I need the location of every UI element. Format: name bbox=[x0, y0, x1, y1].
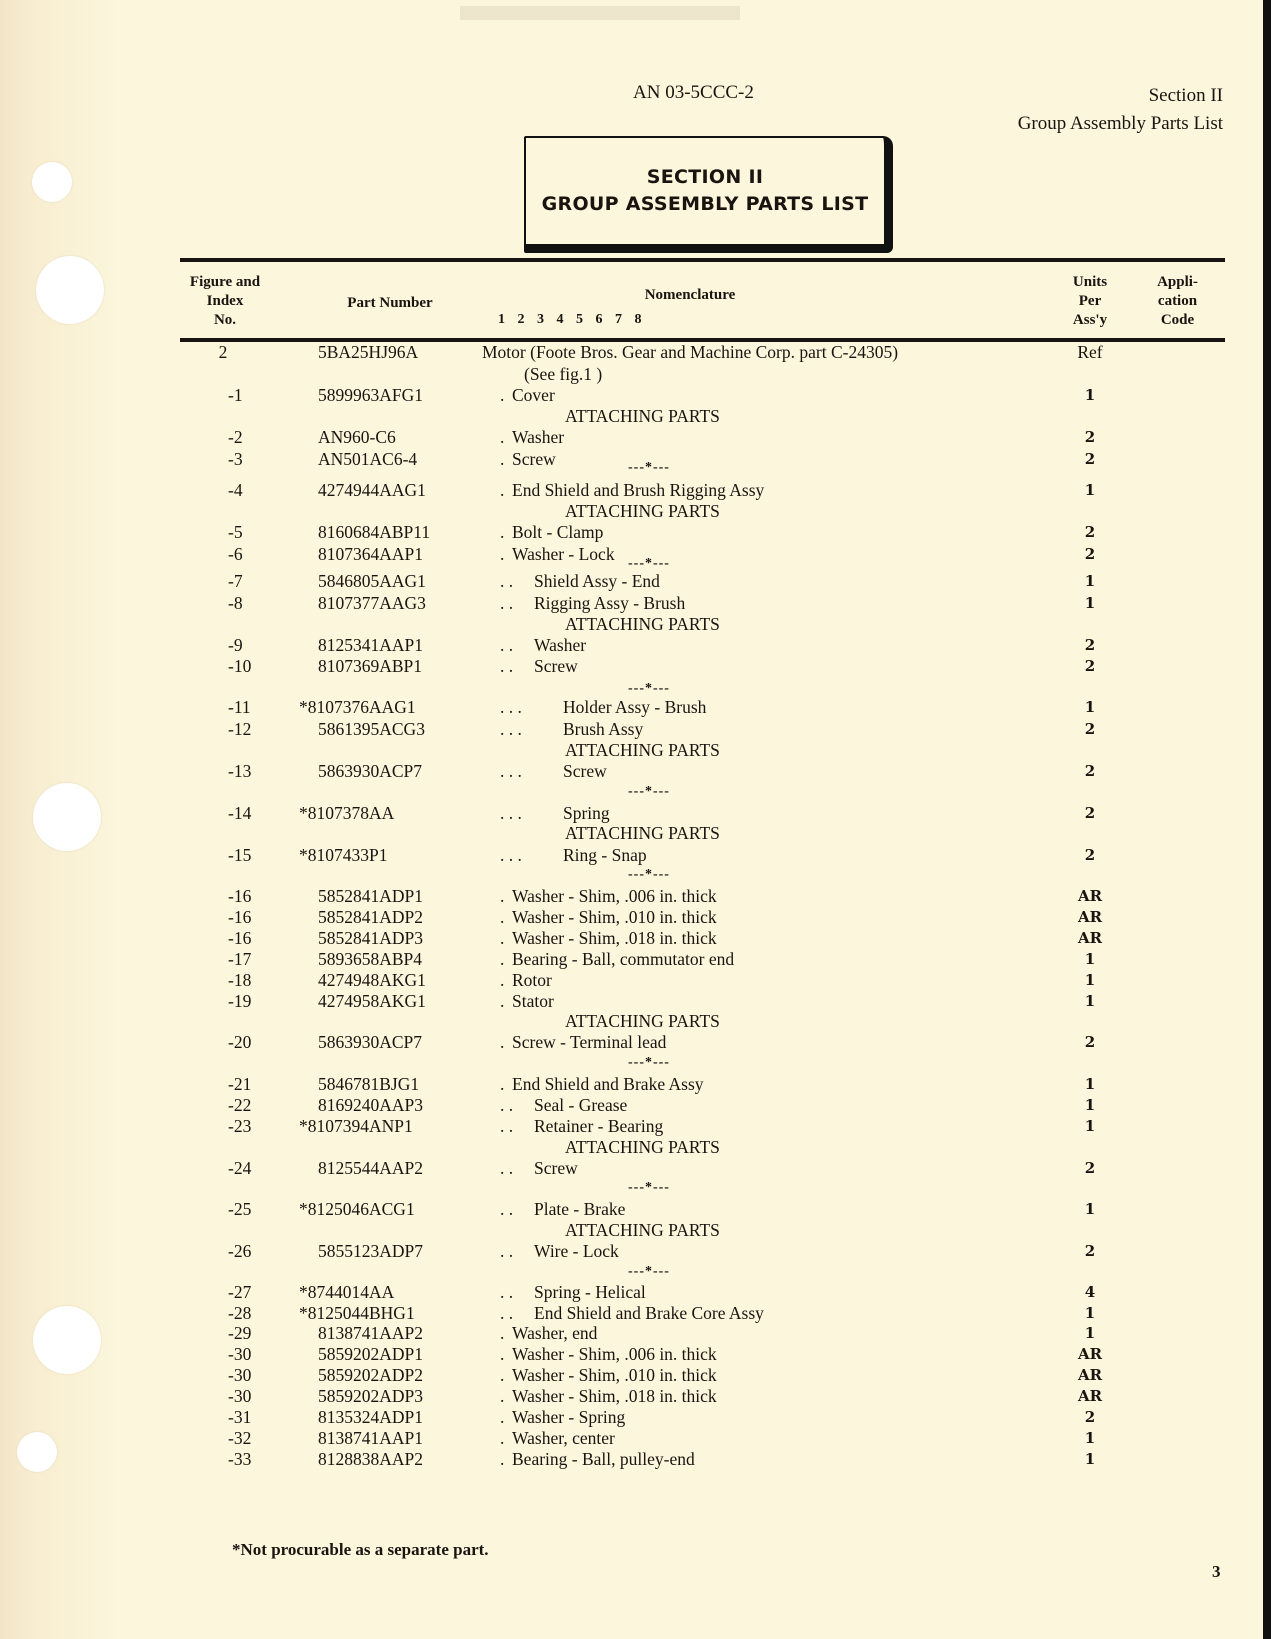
units-per-assy-cell: 1 bbox=[1084, 971, 1096, 989]
units-per-assy-cell: 1 bbox=[1084, 1117, 1096, 1135]
table-row bbox=[0, 1448, 1271, 1470]
nomenclature-cell: Stator bbox=[512, 991, 554, 1011]
nomenclature-cell: Brush Assy bbox=[563, 719, 644, 739]
units-per-assy-cell: 1 bbox=[1084, 1200, 1096, 1218]
part-number-cell: 5852841ADP2 bbox=[318, 907, 424, 927]
part-number-cell: 5846805AAG1 bbox=[318, 571, 426, 591]
indent-dots: . bbox=[500, 949, 505, 969]
figure-index-cell: -25 bbox=[228, 1199, 252, 1219]
page-number: 3 bbox=[1212, 1562, 1221, 1581]
part-number-cell: 8135324ADP1 bbox=[318, 1407, 424, 1427]
figure-index-cell: -14 bbox=[228, 803, 252, 823]
indent-dots: . . bbox=[500, 1116, 514, 1136]
indent-dots: . bbox=[500, 991, 505, 1011]
units-per-assy-cell: 2 bbox=[1084, 1408, 1096, 1426]
part-number-cell: 8128838AAP2 bbox=[318, 1449, 424, 1469]
table-row bbox=[0, 718, 1271, 740]
part-number-cell: 5BA25HJ96A bbox=[318, 342, 419, 362]
indent-dots: . bbox=[500, 1032, 505, 1052]
table-row bbox=[0, 384, 1271, 406]
figure-index-cell: -16 bbox=[228, 928, 252, 948]
nomenclature-cell: Washer bbox=[512, 427, 565, 447]
part-number-cell: 8107377AAG3 bbox=[318, 593, 426, 613]
indent-dots: . bbox=[500, 1407, 505, 1427]
indent-dots: . bbox=[500, 449, 505, 469]
indent-dots: . . . bbox=[500, 803, 522, 823]
figure-index-cell: -30 bbox=[228, 1344, 252, 1364]
nomenclature-cell: Cover bbox=[512, 385, 555, 405]
part-number-cell: *8107433P1 bbox=[299, 845, 388, 865]
indent-dots: . bbox=[500, 480, 505, 500]
units-per-assy-cell: 2 bbox=[1084, 720, 1096, 738]
indent-dots: . bbox=[500, 886, 505, 906]
nomenclature-cell: Washer, end bbox=[512, 1323, 598, 1343]
figure-index-cell: -28 bbox=[228, 1303, 252, 1323]
units-per-assy-cell: 2 bbox=[1084, 1159, 1096, 1177]
nomenclature-cell: Bearing - Ball, pulley-end bbox=[512, 1449, 695, 1469]
section-label: Section II bbox=[1148, 85, 1223, 106]
nomenclature-cell: Washer - Shim, .006 in. thick bbox=[512, 886, 717, 906]
table-row bbox=[0, 1406, 1271, 1428]
units-per-assy-cell: 1 bbox=[1084, 1429, 1096, 1447]
units-per-assy-cell: 2 bbox=[1084, 450, 1096, 468]
figure-index-cell: -18 bbox=[228, 970, 252, 990]
nomenclature-cell: Washer - Shim, .006 in. thick bbox=[512, 1344, 717, 1364]
part-number-cell: 4274958AKG1 bbox=[318, 991, 426, 1011]
figure-index-cell: -22 bbox=[228, 1095, 252, 1115]
running-header bbox=[1018, 82, 1223, 138]
column-header-figure-index: Figure and Index No. bbox=[189, 274, 261, 328]
indent-dots: . . bbox=[500, 1095, 514, 1115]
units-per-assy-cell: 2 bbox=[1084, 846, 1096, 864]
indent-dots: . . bbox=[500, 1282, 514, 1302]
column-header-application-code: Appli- cation Code bbox=[1157, 274, 1198, 328]
indent-dots: . . bbox=[500, 571, 514, 591]
nomenclature-cell: Screw bbox=[563, 761, 607, 781]
nomenclature-cell: Screw bbox=[534, 1158, 578, 1178]
units-per-assy-cell: 2 bbox=[1084, 523, 1096, 541]
part-number-cell: *8125044BHG1 bbox=[299, 1303, 415, 1323]
table-row bbox=[0, 1157, 1271, 1179]
part-number-cell: 5846781BJG1 bbox=[318, 1074, 420, 1094]
nomenclature-cell: Washer - Spring bbox=[512, 1407, 626, 1427]
figure-index-cell: -11 bbox=[228, 697, 251, 717]
figure-index-cell: -32 bbox=[228, 1428, 252, 1448]
part-number-cell: *8744014AA bbox=[299, 1282, 395, 1302]
part-number-cell: 5863930ACP7 bbox=[318, 1032, 423, 1052]
nomenclature-indent-levels: 1 2 3 4 5 6 7 8 bbox=[498, 312, 642, 327]
table-row bbox=[0, 969, 1271, 991]
figure-index-cell: -26 bbox=[228, 1241, 252, 1261]
table-row bbox=[0, 448, 1271, 470]
table-row bbox=[0, 1427, 1271, 1449]
units-per-assy-cell: 1 bbox=[1084, 1304, 1096, 1322]
units-per-assy-cell: AR bbox=[1077, 908, 1103, 926]
indent-dots: . bbox=[500, 907, 505, 927]
figure-index-cell: -31 bbox=[228, 1407, 252, 1427]
nomenclature-cell: Seal - Grease bbox=[534, 1095, 628, 1115]
table-row bbox=[0, 543, 1271, 565]
units-per-assy-cell: 2 bbox=[1084, 804, 1096, 822]
nomenclature-cell: Washer - Shim, .018 in. thick bbox=[512, 1386, 717, 1406]
indent-dots: . . . bbox=[500, 697, 522, 717]
figure-index-cell: -24 bbox=[228, 1158, 252, 1178]
units-per-assy-cell: 2 bbox=[1084, 636, 1096, 654]
figure-index-cell: -17 bbox=[228, 949, 252, 969]
part-number-cell: 4274944AAG1 bbox=[318, 480, 426, 500]
indent-dots: . bbox=[500, 544, 505, 564]
part-number-cell: 5859202ADP2 bbox=[318, 1365, 424, 1385]
units-per-assy-cell: AR bbox=[1077, 929, 1103, 947]
units-per-assy-cell: 1 bbox=[1084, 1096, 1096, 1114]
nomenclature-cell: End Shield and Brush Rigging Assy bbox=[512, 480, 765, 500]
nomenclature-cell: Washer - Shim, .018 in. thick bbox=[512, 928, 717, 948]
column-header-nomenclature: Nomenclature bbox=[644, 287, 736, 303]
binder-hole bbox=[36, 256, 104, 324]
nomenclature-cell: End Shield and Brake Core Assy bbox=[534, 1303, 764, 1323]
indent-dots: . . . bbox=[500, 761, 522, 781]
table-row bbox=[0, 655, 1271, 677]
figure-index-cell: -8 bbox=[228, 593, 243, 613]
figure-index-cell: 2 bbox=[218, 342, 228, 362]
indent-dots: . bbox=[500, 1449, 505, 1469]
indent-dots: . bbox=[500, 1386, 505, 1406]
indent-dots: . bbox=[500, 427, 505, 447]
column-header-units: Units Per Ass'y bbox=[1072, 274, 1108, 328]
nomenclature-cell: Bearing - Ball, commutator end bbox=[512, 949, 735, 969]
figure-index-cell: -30 bbox=[228, 1386, 252, 1406]
table-row bbox=[0, 906, 1271, 928]
units-per-assy-cell: AR bbox=[1077, 887, 1103, 905]
table-row bbox=[0, 521, 1271, 543]
indent-dots: . . bbox=[500, 656, 514, 676]
part-number-cell: 8125341AAP1 bbox=[318, 635, 424, 655]
figure-index-cell: -4 bbox=[228, 480, 243, 500]
indent-dots: . . bbox=[500, 635, 514, 655]
table-row bbox=[0, 426, 1271, 448]
nomenclature-cell: Spring - Helical bbox=[534, 1282, 646, 1302]
indent-dots: . . . bbox=[500, 845, 522, 865]
indent-dots: . bbox=[500, 1344, 505, 1364]
indent-dots: . bbox=[500, 385, 505, 405]
units-per-assy-cell: 2 bbox=[1084, 1033, 1096, 1051]
indent-dots: . bbox=[500, 928, 505, 948]
nomenclature-cell: Spring bbox=[563, 803, 610, 823]
indent-dots: . bbox=[500, 1074, 505, 1094]
indent-dots: . . bbox=[500, 1303, 514, 1323]
section-title-box bbox=[524, 136, 893, 253]
table-row bbox=[0, 479, 1271, 501]
nomenclature-cell: Screw bbox=[512, 449, 556, 469]
nomenclature-cell: Washer - Shim, .010 in. thick bbox=[512, 907, 717, 927]
nomenclature-cell: Holder Assy - Brush bbox=[563, 697, 707, 717]
table-row bbox=[0, 1240, 1271, 1262]
figure-index-cell: -10 bbox=[228, 656, 252, 676]
units-per-assy-cell: 1 bbox=[1084, 1075, 1096, 1093]
indent-dots: . . bbox=[500, 1199, 514, 1219]
units-per-assy-cell: AR bbox=[1077, 1366, 1103, 1384]
indent-dots: . bbox=[500, 522, 505, 542]
table-row bbox=[0, 592, 1271, 614]
figure-index-cell: -21 bbox=[228, 1074, 252, 1094]
table-row bbox=[0, 1385, 1271, 1407]
table-row bbox=[0, 1343, 1271, 1365]
indent-dots: . bbox=[500, 970, 505, 990]
table-row bbox=[0, 696, 1271, 718]
indent-dots: . . . bbox=[500, 719, 522, 739]
table-row bbox=[0, 363, 1271, 385]
part-number-cell: 8125544AAP2 bbox=[318, 1158, 424, 1178]
table-row bbox=[0, 341, 1271, 363]
part-number-cell: AN501AC6-4 bbox=[318, 449, 418, 469]
nomenclature-cell: Washer - Shim, .010 in. thick bbox=[512, 1365, 717, 1385]
units-per-assy-cell: AR bbox=[1077, 1345, 1103, 1363]
table-row bbox=[0, 1073, 1271, 1095]
table-row bbox=[0, 844, 1271, 866]
figure-index-cell: -7 bbox=[228, 571, 243, 591]
figure-index-cell: -30 bbox=[228, 1365, 252, 1385]
units-per-assy-cell: 1 bbox=[1084, 481, 1096, 499]
indent-dots: . . bbox=[500, 1241, 514, 1261]
units-per-assy-cell: 1 bbox=[1084, 594, 1096, 612]
figure-index-cell: -9 bbox=[228, 635, 243, 655]
figure-index-cell: -13 bbox=[228, 761, 252, 781]
units-per-assy-cell: 4 bbox=[1084, 1283, 1096, 1301]
table-top-rule bbox=[180, 258, 1225, 262]
part-number-cell: AN960-C6 bbox=[318, 427, 396, 447]
nomenclature-cell: Ring - Snap bbox=[563, 845, 647, 865]
indent-dots: . bbox=[500, 1323, 505, 1343]
units-per-assy-cell: AR bbox=[1077, 1387, 1103, 1405]
part-number-cell: 8138741AAP2 bbox=[318, 1323, 424, 1343]
units-per-assy-cell: 2 bbox=[1084, 657, 1096, 675]
part-number-cell: 5861395ACG3 bbox=[318, 719, 425, 739]
table-row bbox=[0, 1115, 1271, 1137]
part-number-cell: 8169240AAP3 bbox=[318, 1095, 424, 1115]
table-row bbox=[0, 1281, 1271, 1303]
figure-index-cell: -6 bbox=[228, 544, 243, 564]
nomenclature-cell: Washer - Lock bbox=[512, 544, 615, 564]
figure-index-cell: -19 bbox=[228, 991, 252, 1011]
nomenclature-cell: Rigging Assy - Brush bbox=[534, 593, 686, 613]
units-per-assy-cell: 1 bbox=[1084, 572, 1096, 590]
figure-index-cell: -20 bbox=[228, 1032, 252, 1052]
nomenclature-cell: Plate - Brake bbox=[534, 1199, 626, 1219]
part-number-cell: 5899963AFG1 bbox=[318, 385, 424, 405]
units-per-assy-cell: 2 bbox=[1084, 428, 1096, 446]
part-number-cell: 5863930ACP7 bbox=[318, 761, 423, 781]
figure-index-cell: -2 bbox=[228, 427, 243, 447]
indent-dots: . bbox=[500, 1428, 505, 1448]
nomenclature-cell: (See fig.1 ) bbox=[524, 364, 603, 384]
figure-index-cell: -33 bbox=[228, 1449, 252, 1469]
table-row bbox=[0, 1302, 1271, 1324]
indent-dots: . . bbox=[500, 1158, 514, 1178]
nomenclature-cell: End Shield and Brake Assy bbox=[512, 1074, 704, 1094]
document-number: AN 03-5CCC-2 bbox=[633, 82, 754, 103]
figure-index-cell: -15 bbox=[228, 845, 252, 865]
section-subtitle: Group Assembly Parts List bbox=[1017, 113, 1223, 134]
indent-dots: . . bbox=[500, 593, 514, 613]
column-header-part-number: Part Number bbox=[347, 295, 433, 311]
part-number-cell: *8125046ACG1 bbox=[299, 1199, 415, 1219]
footnote: *Not procurable as a separate part. bbox=[232, 1540, 489, 1559]
part-number-cell: 8138741AAP1 bbox=[318, 1428, 424, 1448]
figure-index-cell: -5 bbox=[228, 522, 243, 542]
table-row bbox=[0, 927, 1271, 949]
units-per-assy-cell: 1 bbox=[1084, 992, 1096, 1010]
section-title-line1: SECTION II bbox=[646, 166, 764, 188]
table-row bbox=[0, 1364, 1271, 1386]
units-per-assy-cell: 2 bbox=[1084, 1242, 1096, 1260]
part-number-cell: 4274948AKG1 bbox=[318, 970, 426, 990]
units-per-assy-cell: 1 bbox=[1084, 1324, 1096, 1342]
units-per-assy-cell: 2 bbox=[1084, 762, 1096, 780]
units-per-assy-cell: Ref bbox=[1077, 342, 1103, 362]
print-smudge bbox=[460, 6, 740, 20]
figure-index-cell: -1 bbox=[228, 385, 243, 405]
figure-index-cell: -12 bbox=[228, 719, 252, 739]
nomenclature-cell: Screw - Terminal lead bbox=[512, 1032, 667, 1052]
units-per-assy-cell: 1 bbox=[1084, 950, 1096, 968]
figure-index-cell: -29 bbox=[228, 1323, 252, 1343]
units-per-assy-cell: 2 bbox=[1084, 545, 1096, 563]
part-number-cell: *8107378AA bbox=[299, 803, 395, 823]
part-number-cell: 5859202ADP3 bbox=[318, 1386, 424, 1406]
part-number-cell: *8107394ANP1 bbox=[299, 1116, 413, 1136]
table-row bbox=[0, 990, 1271, 1012]
part-number-cell: 5852841ADP3 bbox=[318, 928, 424, 948]
figure-index-cell: -16 bbox=[228, 886, 252, 906]
nomenclature-cell: Washer bbox=[534, 635, 587, 655]
table-row bbox=[0, 570, 1271, 592]
part-number-cell: 8107369ABP1 bbox=[318, 656, 423, 676]
table-row bbox=[0, 802, 1271, 824]
figure-index-cell: -16 bbox=[228, 907, 252, 927]
nomenclature-cell: Shield Assy - End bbox=[534, 571, 660, 591]
part-number-cell: 8160684ABP11 bbox=[318, 522, 431, 542]
nomenclature-cell: Wire - Lock bbox=[534, 1241, 619, 1261]
nomenclature-cell: Motor (Foote Bros. Gear and Machine Corp. part C-24305) bbox=[482, 342, 899, 362]
nomenclature-cell: Screw bbox=[534, 656, 578, 676]
figure-index-cell: -23 bbox=[228, 1116, 252, 1136]
table-row bbox=[0, 885, 1271, 907]
section-title-line2: GROUP ASSEMBLY PARTS LIST bbox=[541, 193, 869, 215]
nomenclature-cell: Bolt - Clamp bbox=[512, 522, 604, 542]
table-row bbox=[0, 1198, 1271, 1220]
binder-hole bbox=[32, 162, 72, 202]
indent-dots: . bbox=[500, 1365, 505, 1385]
part-number-cell: 5859202ADP1 bbox=[318, 1344, 424, 1364]
nomenclature-cell: Retainer - Bearing bbox=[534, 1116, 664, 1136]
nomenclature-cell: Rotor bbox=[512, 970, 552, 990]
figure-index-cell: -27 bbox=[228, 1282, 252, 1302]
table-row bbox=[0, 1031, 1271, 1053]
units-per-assy-cell: 1 bbox=[1084, 1450, 1096, 1468]
table-row bbox=[0, 634, 1271, 656]
figure-index-cell: -3 bbox=[228, 449, 243, 469]
units-per-assy-cell: 1 bbox=[1084, 386, 1096, 404]
part-number-cell: 5893658ABP4 bbox=[318, 949, 423, 969]
table-row bbox=[0, 948, 1271, 970]
nomenclature-cell: Washer, center bbox=[512, 1428, 615, 1448]
part-number-cell: *8107376AAG1 bbox=[299, 697, 416, 717]
units-per-assy-cell: 1 bbox=[1084, 698, 1096, 716]
table-row bbox=[0, 1322, 1271, 1344]
part-number-cell: 5852841ADP1 bbox=[318, 886, 424, 906]
table-row bbox=[0, 1094, 1271, 1116]
part-number-cell: 8107364AAP1 bbox=[318, 544, 424, 564]
part-number-cell: 5855123ADP7 bbox=[318, 1241, 424, 1261]
table-row bbox=[0, 760, 1271, 782]
